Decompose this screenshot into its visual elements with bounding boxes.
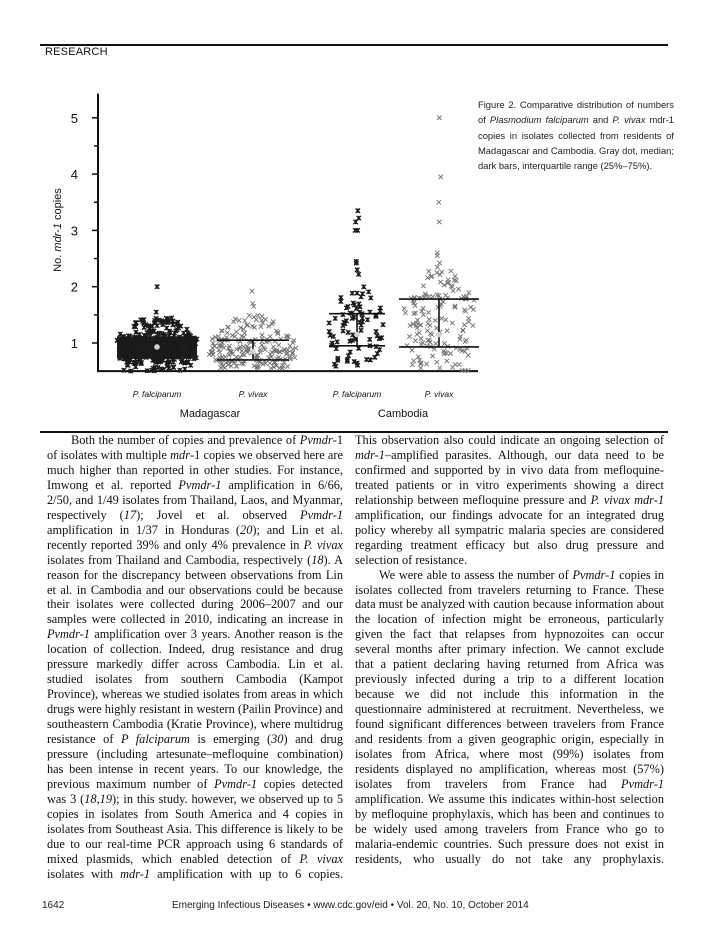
vivax-data-point [225,331,229,335]
italic-text-run: mdr-1 [120,866,151,881]
italic-text-run: 17 [123,507,137,522]
group-label: Madagascar [179,408,241,420]
text-run: -1 copies we observed here are much higher than reported in other studies. For instance, Imwong et al. reported [47,447,343,492]
body-column-left [47,433,343,882]
vivax-data-point [263,317,267,321]
vivax-data-point [426,310,430,314]
text-run: ); Jovel et al. observed [136,507,301,522]
y-tick-label: 4 [70,167,78,183]
header-rule [40,44,668,46]
journal-citation: Emerging Infectious Diseases • www.cdc.gov/eid • Vol. 20, No. 10, October 2014 [172,900,529,911]
falciparum-data-point [366,290,370,294]
text-run: amplification over 3 years. Another reason is the location of collection. Indeed, drug resistance and drug pressure markedly differ across Cambodia. Lin et al. studied isolates from southern Cambodia (Kampot Province), whereas we studied isolates from areas in which drugs were highly resistant in western (Pailin Province) and southeastern Cambodia (Kratie Province), where multidrug resistance of [47,627,343,747]
falciparum-data-point [378,306,382,310]
text-run: amplification. We assume this indicates within-host selection by mefloquine prophylaxis, which has been and continues to be widely used among travelers from France who go to malaria-endemic countries. Such pressure does not exist in residents, who usually do not take any prophylaxis. [355,791,664,866]
text-run: amplification in 6/66, 2/50, and 1/49 isolates from Thailand, Laos, and Myanmar, respectively ( [47,477,344,522]
text-run: ); and Lin et al. recently reported 39% and only 4% prevalence in [47,522,343,552]
vivax-data-point [448,351,452,355]
text-run: Both the number of copies and prevalence of [71,433,300,447]
vivax-data-point [444,318,448,322]
vivax-data-point [456,287,460,291]
vivax-data-point [263,347,267,351]
category-label: P. falciparum [332,389,382,399]
vivax-data-point [277,343,281,347]
falciparum-data-point [356,346,360,350]
vivax-data-point [445,359,449,363]
vivax-data-point [469,305,473,309]
falciparum-data-point [364,357,368,361]
falciparum-data-point [339,295,343,299]
text-run: and [588,114,613,126]
vivax-data-point [260,333,264,337]
vivax-data-point [437,116,441,120]
falciparum-data-point [373,355,377,359]
falciparum-data-point [368,337,372,341]
falciparum-data-point [155,323,159,327]
text-run: -1 of isolates with multiple [47,433,343,462]
vivax-data-point [433,318,437,322]
falciparum-data-point [355,291,359,295]
falciparum-data-point [327,321,331,325]
vivax-data-point [280,366,284,370]
vivax-data-point [462,323,466,327]
falciparum-data-point [353,220,357,224]
text-run: is emerging ( [189,732,272,747]
text-run: This observation also could indicate an ongoing selection of [355,433,664,447]
vivax-data-point [256,313,260,317]
falciparum-data-point [333,316,337,320]
vivax-data-point [410,348,414,352]
vivax-data-point [220,329,224,333]
vivax-data-point [438,280,442,284]
falciparum-data-point [359,328,363,332]
text-run: mdr-1 copies in isolates collected from residents of Madagascar and Cambodia. Gray dot, median; dark bars, interquartile range (25%–75%). [478,114,674,172]
vivax-data-point [445,329,449,333]
vivax-data-point [271,345,275,349]
falciparum-data-point [360,316,364,320]
vivax-data-point [223,365,227,369]
vivax-data-point [234,330,238,334]
italic-text-run: Pvmdr-1 [47,627,90,642]
falciparum-data-point [327,329,331,333]
text-run: amplification, our findings advocate for an integrated drug policy whereby all sympatric malaria species are considered regarding treatment efficacy but also drug pressure and selection of resistance. [355,507,664,567]
vivax-data-point [250,289,254,293]
falciparum-data-point [167,334,171,338]
vivax-data-point [434,341,438,345]
text-run: isolates from Thailand and Cambodia, respectively ( [47,552,312,567]
vivax-data-point [428,323,432,327]
italic-text-run: P. vivax mdr-1 [590,492,664,507]
text-run: amplification with up to 6 copies. [150,866,343,881]
body-column-right [355,433,664,867]
falciparum-data-point [346,330,350,334]
figure-2-chart [40,80,480,425]
section-label: RESEARCH [45,46,108,58]
falciparum-data-point [356,272,360,276]
vivax-data-point [419,366,423,370]
y-tick-label: 5 [70,110,78,126]
y-axis-label-part: copies [52,188,64,224]
vivax-data-point [464,338,468,342]
falciparum-data-point [359,323,363,327]
vivax-data-point [430,354,434,358]
vivax-data-point [421,284,425,288]
text-run: We were able to assess the number of [379,567,573,582]
y-tick-label: 1 [70,336,78,351]
falciparum-data-point [148,334,152,338]
vivax-data-point [437,261,441,265]
vivax-data-point [437,220,441,224]
median-dot [354,332,360,338]
vivax-data-point [430,332,434,336]
italic-text-run: 20 [240,522,253,537]
vivax-data-point [435,265,439,269]
italic-text-run: mdr-1 [355,447,385,462]
median-dot [436,332,442,338]
median-dot [154,344,160,350]
vivax-data-point [467,290,471,294]
vivax-data-point [216,334,220,338]
text-run: copies in isolates collected from travelers returning to France. These data must be analyzed with caution because information about the location of infection might be erroneous, particularly given the fact that relapses from hypnozoites can occur several months after primary infection. We cannot exclude that a patient declaring having returned from Africa was previously infected during a trip to a different location because we did not include this information in the questionnaire administered at recruitment. Nevertheless, we found significant differences between travelers from France and residents from a given geographic origin, especially in isolates from Africa, where most (99%) isolates from residents displayed no amplification, whereas most (57%) isolates from travelers from France had [355,567,665,791]
falciparum-data-point [183,367,187,371]
falciparum-data-point [375,351,379,355]
italic-text-run: Pvmdr-1 [300,507,343,522]
vivax-data-point [413,338,417,342]
vivax-data-point [293,355,297,359]
category-label: P. vivax [424,389,454,399]
vivax-data-point [233,317,237,321]
vivax-data-point [258,350,262,354]
y-axis-label-part: No. [52,251,64,272]
falciparum-data-point [353,228,357,232]
falciparum-data-point [154,310,158,314]
italic-text-run: 30 [271,732,284,747]
vivax-data-point [407,334,411,338]
falciparum-data-point [133,365,137,369]
vivax-data-point [466,316,470,320]
italic-text-run: 18 [311,552,324,567]
text-run: isolates with [47,866,121,881]
vivax-data-point [453,274,457,278]
vivax-data-point [243,318,247,322]
vivax-data-point [427,317,431,321]
italic-text-run: Pvmdr-1 [214,776,258,791]
italic-text-run: P. vivax [303,537,343,552]
italic-text-run: P. vivax [612,114,646,126]
vivax-data-point [450,321,454,325]
vivax-data-point [435,360,439,364]
vivax-data-point [424,362,428,366]
figure-caption [478,97,674,173]
y-axis-label [52,188,64,272]
vivax-data-point [420,341,424,345]
vivax-data-point [440,270,444,274]
falciparum-data-point [350,291,354,295]
vivax-data-point [411,359,415,363]
text-run: ); in this study. however, we observed up to 5 copies in isolates from South America and 4 copies in isolates from Southeast Asia. This difference is likely to be due to our real-time PCR approach using 6 standards of mixed plasmids, which enabled detection of [47,791,343,866]
text-run: ) and drug pressure (including artesunate–mefloquine combination) has been intense in recent years. To our knowledge, the previous maximum number of [47,732,344,791]
vivax-data-point [462,308,466,312]
vivax-data-point [427,294,431,298]
vivax-data-point [402,306,406,310]
vivax-data-point [451,289,455,293]
vivax-data-point [471,323,475,327]
group-label: Cambodia [377,408,429,420]
vivax-data-point [242,331,246,335]
vivax-data-point [231,319,235,323]
vivax-data-point [449,269,453,273]
paragraph [355,568,664,867]
vivax-data-point [260,343,264,347]
falciparum-data-point [171,323,175,327]
vivax-data-point [435,293,439,297]
falciparum-data-point [335,340,339,344]
vivax-data-point [226,325,230,329]
italic-text-run: Pvmdr-1 [178,477,222,492]
vivax-data-point [443,293,447,297]
falciparum-data-point [355,268,359,272]
falciparum-data-point [362,285,366,289]
text-run: Figure 2. Comparative distribution of numbers of [478,99,674,126]
italic-text-run: P falciparum [120,732,190,747]
falciparum-data-point [360,292,364,296]
vivax-data-point [437,200,441,204]
text-run: –amplified parasites. Although, our data need to be confirmed and supported by in vivo data from mefloquine-treated patients or in vitro experiments showing a direct relationship between mefloquine pressure and [355,447,664,507]
falciparum-data-point [381,323,385,327]
italic-text-run: 18,19 [84,791,112,806]
text-run: ). A reason for the discrepancy between observations from Lin et al. in Cambodia and our observations could be because their isolates were collected during 2006–2007 and our samples were collected in 2010, indicating an increase in [47,552,343,627]
falciparum-data-point [357,302,361,306]
falciparum-data-point [346,354,350,358]
y-axis-label-part: mdr-1 [52,223,64,252]
vivax-data-point [461,328,465,332]
vivax-data-point [252,315,256,319]
vivax-data-point [427,269,431,273]
vivax-data-point [403,311,407,315]
italic-text-run: Pvmdr-1 [621,776,664,791]
text-run: copies detected was 3 ( [47,776,343,806]
vivax-data-point [435,254,439,258]
category-label: P. vivax [238,389,268,399]
vivax-data-point [466,353,470,357]
falciparum-data-point [365,318,369,322]
y-tick-label: 3 [70,223,78,239]
vivax-data-point [268,361,272,365]
falciparum-data-point [341,329,345,333]
y-tick-label: 2 [70,279,78,295]
text-run: amplification in 1/37 in Honduras ( [47,522,241,537]
vivax-data-point [439,316,443,320]
falciparum-data-point [155,285,159,289]
vivax-data-point [410,363,414,367]
italic-text-run: mdr [170,447,191,462]
italic-text-run: P. vivax [299,851,343,866]
vivax-data-point [435,270,439,274]
vivax-data-point [439,175,443,179]
vivax-data-point [453,362,457,366]
page-number: 1642 [42,900,65,911]
median-dot [250,349,256,355]
falciparum-data-point [369,296,373,300]
vivax-data-point [419,336,423,340]
italic-text-run: Pvmdr [299,433,333,447]
vivax-data-point [247,313,251,317]
vivax-data-point [438,366,442,370]
falciparum-data-point [377,347,381,351]
falciparum-data-point [356,208,360,212]
paragraph [47,433,343,882]
falciparum-data-point [374,329,378,333]
falciparum-data-point [185,327,189,331]
vivax-data-point [438,273,442,277]
vivax-data-point [415,332,419,336]
vivax-data-point [237,318,241,322]
vivax-data-point [285,364,289,368]
vivax-data-point [458,334,462,338]
vivax-data-point [266,324,270,328]
falciparum-data-point [171,360,175,364]
category-label: P. falciparum [132,389,182,399]
paragraph [355,433,664,568]
italic-text-run: Pvmdr-1 [572,567,616,582]
italic-text-run: Plasmodium falciparum [489,114,589,126]
vivax-data-point [441,299,445,303]
falciparum-data-point [334,346,338,350]
